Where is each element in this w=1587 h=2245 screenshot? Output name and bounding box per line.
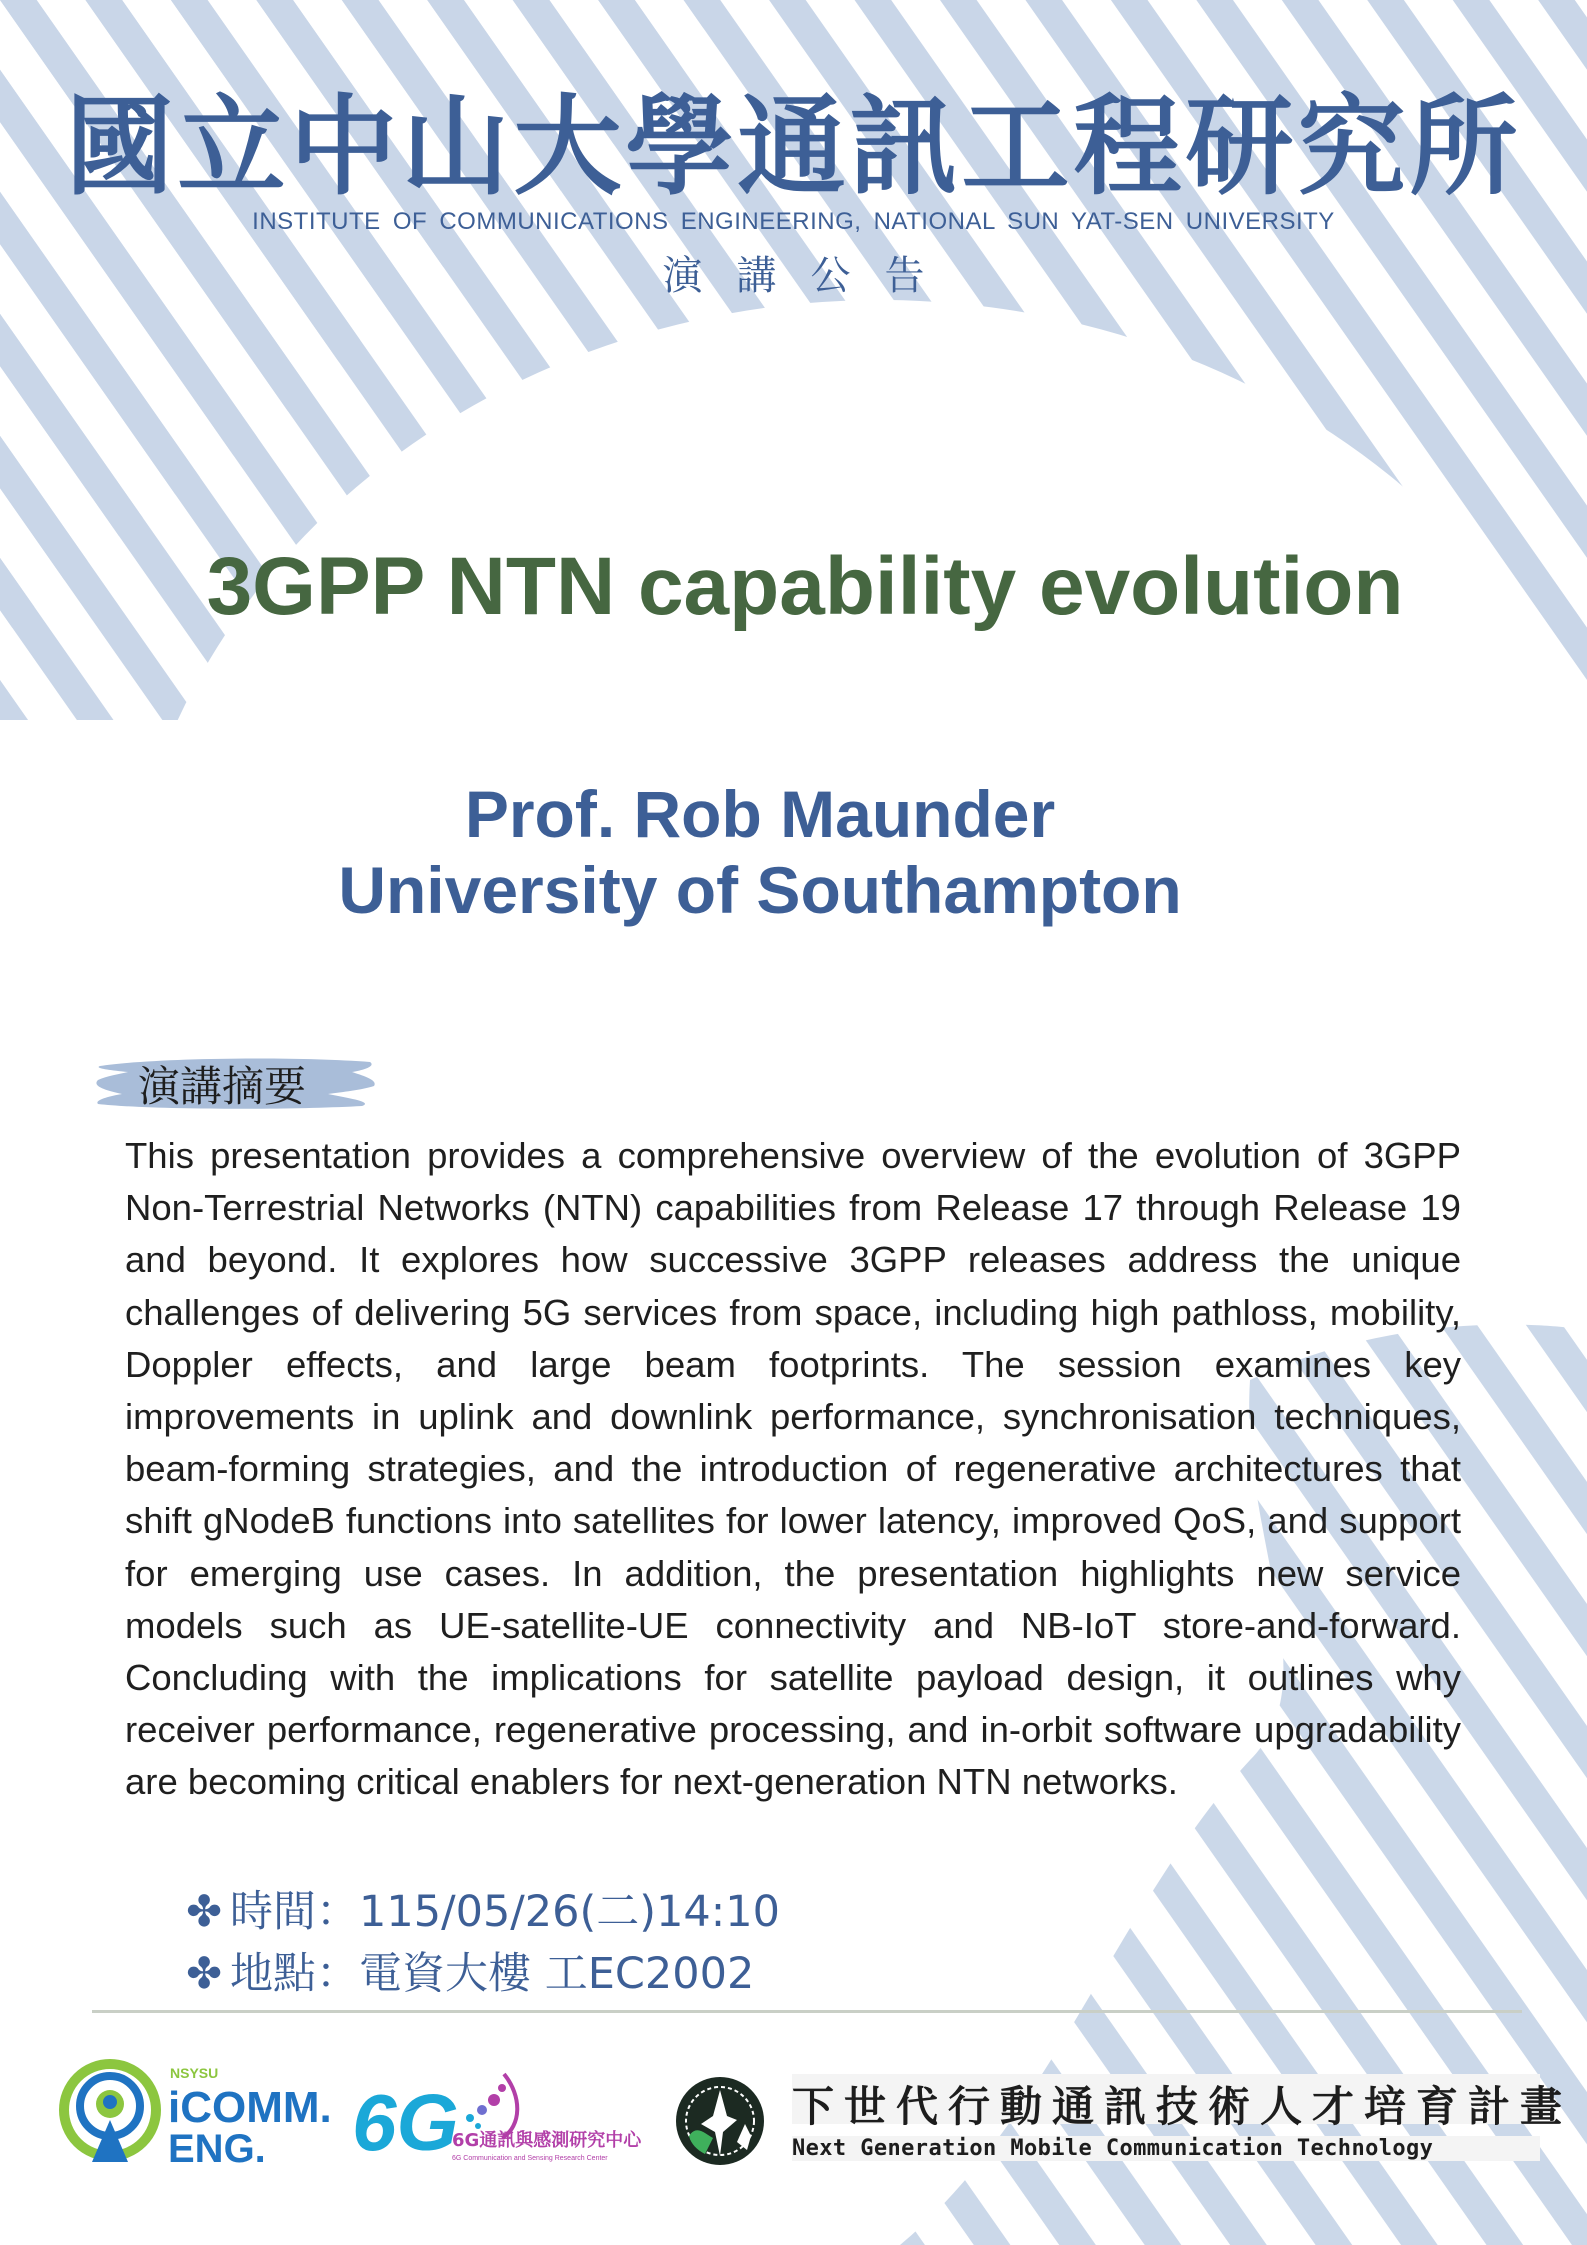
footer-divider	[92, 2010, 1522, 2013]
speaker-name: Prof. Rob Maunder	[464, 777, 1056, 851]
talk-location	[186, 1940, 754, 2001]
flower-bullet-icon: ✤	[186, 1949, 223, 1999]
ngmc-program-name-zh: 下世代行動通訊技術人才培育計畫	[792, 2074, 1540, 2124]
ngmc-round-logo	[675, 2076, 765, 2166]
6g-mark: 6G	[352, 2078, 459, 2166]
place-text: 地點：電資大樓 工EC2002	[230, 1949, 755, 1999]
abstract-heading	[92, 1050, 380, 1112]
time-text: 時間：115/05/26(二)14:10	[230, 1887, 780, 1937]
institute-title-zh: 國立中山大學通訊工程研究所	[65, 85, 1522, 210]
icomm-eng-logo	[58, 2058, 348, 2168]
speaker-affiliation: University of Southampton	[338, 853, 1182, 927]
icomm-top-text: NSYSU	[170, 2065, 219, 2081]
announcement-label: 演講公告	[662, 253, 959, 299]
6g-en-name: 6G Communication and Sensing Research Center	[452, 2155, 608, 2162]
abstract-label: 演講摘要	[138, 1062, 307, 1111]
talk-time	[186, 1878, 780, 1939]
institute-title-en: INSTITUTE OF COMMUNICATIONS ENGINEERING, NATIONAL SUN YAT-SEN UNIVERSITY	[252, 208, 1335, 235]
6g-zh-name: 6G通訊與感測研究中心	[452, 2130, 642, 2151]
flower-bullet-icon: ✤	[186, 1887, 223, 1937]
6g-center-logo	[352, 2066, 664, 2166]
icomm-line1: iCOMM.	[168, 2083, 332, 2132]
ngmc-program-name-en: Next Generation Mobile Communication Technology	[792, 2136, 1540, 2161]
icomm-line2: ENG.	[168, 2127, 266, 2168]
abstract-text: This presentation provides a comprehensive overview of the evolution of 3GPP Non-Terrestrial Networks (NTN) capabilities from Release 17 through Release 19 and beyond. It explores how successive 3GPP releases address the unique challenges of delivering 5G services from space, including high pathloss, mobility, Doppler effects, and large beam footprints. The session examines key improvements in uplink and downlink performance, synchronisation techniques, beam-forming strategies, and the introduction of regenerative architectures that shift gNodeB functions into satellites for lower latency, improved QoS, and support for emerging use cases. In addition, the presentation highlights new service models such as UE-satellite-UE connectivity and NB-IoT store-and-forward. Concluding with the implications for satellite payload design, it outlines why receiver performance, regenerative processing, and in-orbit software upgradability are becoming critical enablers for next-generation NTN networks.	[125, 1135, 1461, 1803]
talk-title: 3GPP NTN capability evolution	[206, 541, 1404, 632]
